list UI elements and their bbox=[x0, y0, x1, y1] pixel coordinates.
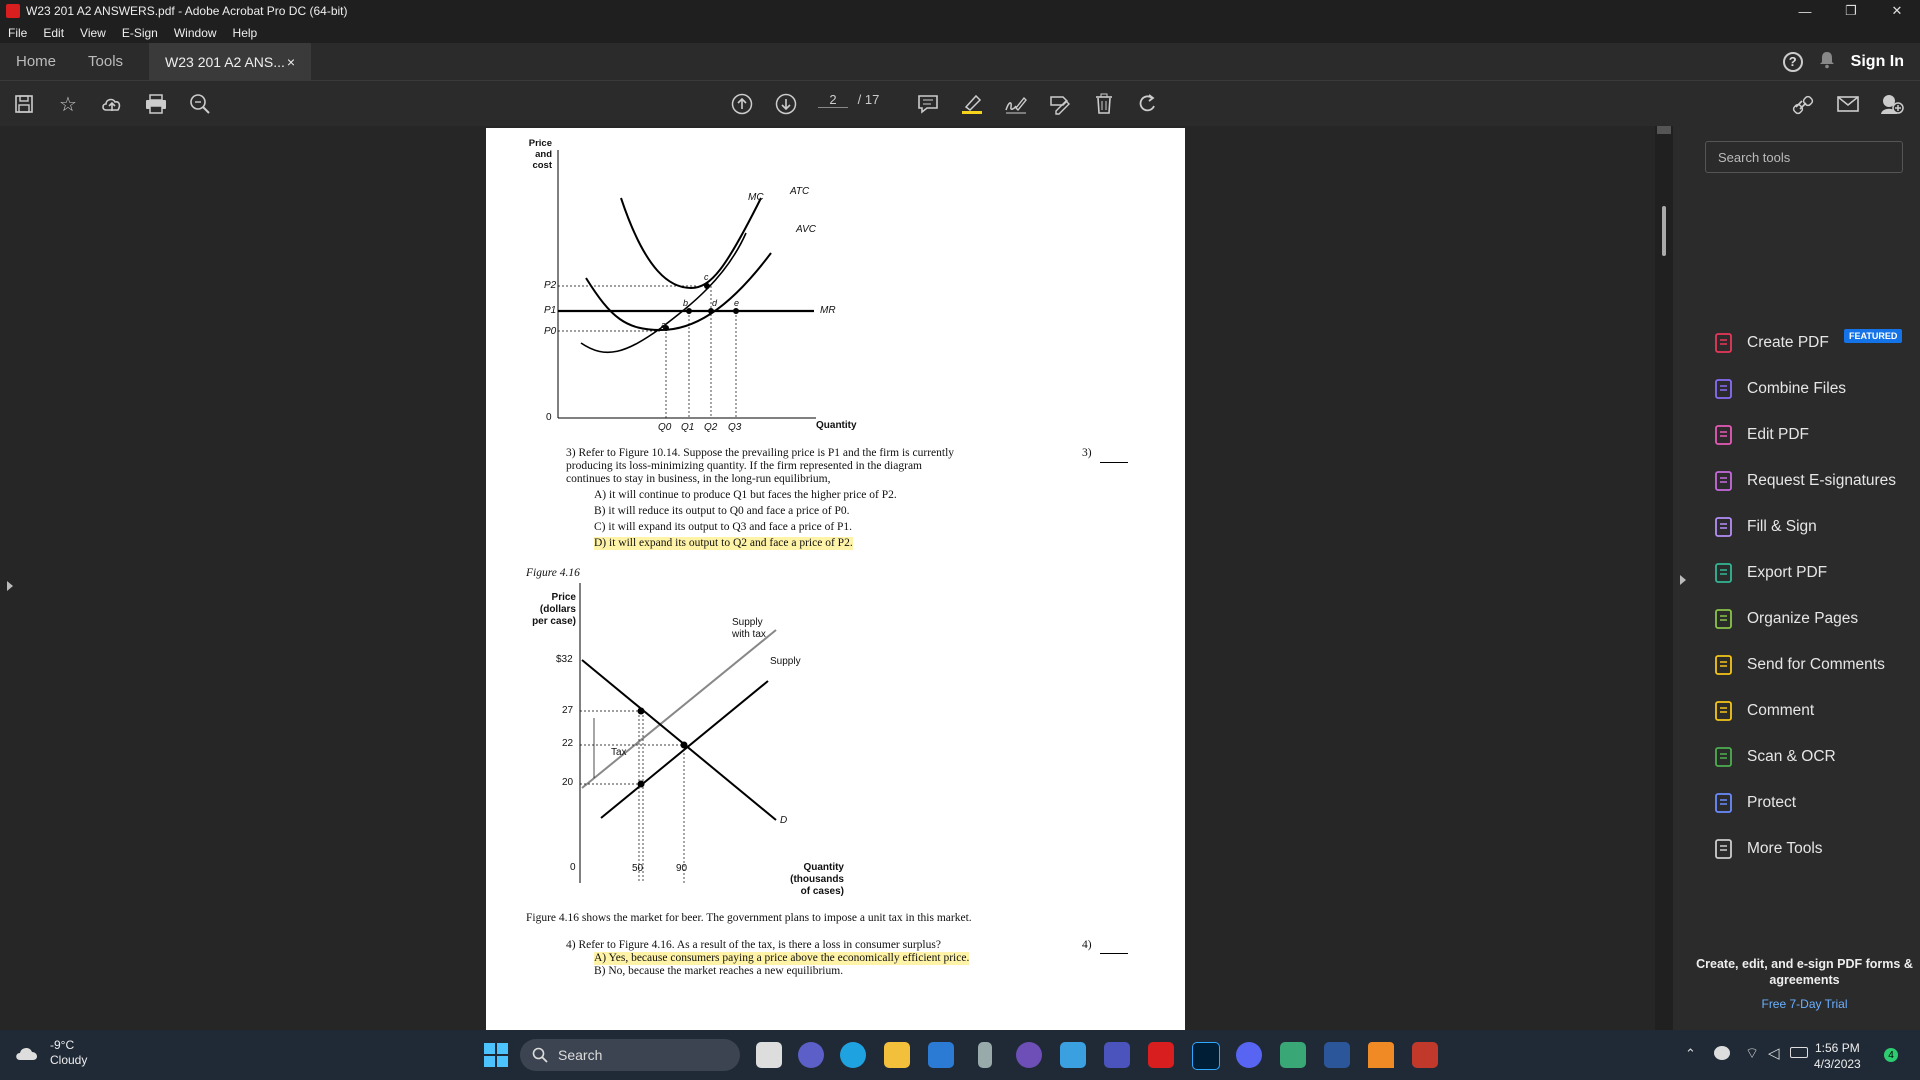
weather-widget[interactable] bbox=[14, 1038, 87, 1068]
clock-time: 1:56 PM bbox=[1815, 1041, 1860, 1055]
tool-export-pdf[interactable] bbox=[1713, 558, 1827, 588]
wifi-icon[interactable]: ⌔ bbox=[1745, 1045, 1760, 1062]
delete-icon[interactable] bbox=[1090, 90, 1118, 118]
vertical-scrollbar[interactable] bbox=[1655, 126, 1673, 1030]
teams-icon[interactable] bbox=[1104, 1042, 1130, 1068]
atc-label: ATC bbox=[790, 186, 810, 197]
organize-pages-icon bbox=[1713, 608, 1735, 630]
menu-file[interactable]: File bbox=[8, 25, 28, 40]
word-icon[interactable] bbox=[1324, 1042, 1350, 1068]
weather-temp: -9°C bbox=[50, 1038, 75, 1052]
figure-4-16-caption: Figure 4.16 bbox=[526, 567, 580, 579]
discord-icon[interactable] bbox=[1236, 1042, 1262, 1068]
edit-pdf-icon bbox=[1713, 424, 1735, 446]
tool-request-e-signatures[interactable] bbox=[1713, 466, 1896, 496]
mail-icon[interactable] bbox=[928, 1042, 954, 1068]
tool-label: More Tools bbox=[1747, 840, 1823, 857]
demand-line bbox=[582, 660, 776, 820]
clock-date: 4/3/2023 bbox=[1814, 1057, 1861, 1071]
task-view-icon[interactable] bbox=[756, 1042, 782, 1068]
fill-sign-icon bbox=[1713, 516, 1735, 538]
email-icon[interactable] bbox=[1834, 90, 1862, 118]
p2-label: P2 bbox=[544, 280, 557, 291]
save-icon[interactable] bbox=[10, 90, 38, 118]
demand-label: D bbox=[780, 815, 788, 826]
taskbar-search[interactable] bbox=[520, 1039, 740, 1071]
point-a: a bbox=[661, 320, 667, 330]
clock[interactable] bbox=[1814, 1040, 1861, 1072]
windows-taskbar bbox=[0, 1030, 1920, 1080]
weather-desc: Cloudy bbox=[50, 1053, 88, 1067]
tool-edit-pdf[interactable] bbox=[1713, 420, 1809, 450]
question-4-number: 4) bbox=[1082, 939, 1092, 951]
acrobat-taskbar-icon[interactable] bbox=[1148, 1042, 1174, 1068]
supply-with-tax-label: Supply with tax bbox=[732, 617, 766, 640]
q3-label: Q3 bbox=[728, 422, 742, 433]
answer-blank-4 bbox=[1100, 953, 1128, 954]
tab-home[interactable]: Home bbox=[16, 53, 57, 70]
tool-label: Organize Pages bbox=[1747, 610, 1859, 627]
question-4-stem: 4) Refer to Figure 4.16. As a result of the tax, is there a loss in consumer surplus? bbox=[566, 939, 941, 951]
page-total: / 17 bbox=[857, 92, 880, 107]
menu-esign[interactable]: E-Sign bbox=[121, 25, 158, 40]
featured-badge: FEATURED bbox=[1844, 329, 1902, 343]
edit-text-icon[interactable] bbox=[1046, 90, 1074, 118]
volume-icon[interactable]: ◁ bbox=[1768, 1045, 1780, 1062]
tax-label: Tax bbox=[611, 747, 627, 758]
close-tab-icon[interactable]: × bbox=[286, 53, 296, 70]
mic-app-icon[interactable] bbox=[978, 1042, 992, 1068]
upload-cloud-icon[interactable] bbox=[98, 90, 126, 118]
taskbar-search-label: Search bbox=[558, 1047, 603, 1063]
tool-protect[interactable] bbox=[1713, 788, 1796, 818]
notepad-icon[interactable] bbox=[1280, 1042, 1306, 1068]
price-32-label: $32 bbox=[556, 654, 573, 665]
previous-page-icon[interactable] bbox=[728, 90, 756, 118]
snip-tool-icon[interactable] bbox=[1060, 1042, 1086, 1068]
windows-start-icon[interactable] bbox=[484, 1043, 508, 1067]
highlight-icon[interactable] bbox=[958, 90, 986, 118]
create-pdf-icon bbox=[1713, 332, 1735, 354]
point-b: b bbox=[683, 298, 689, 308]
point-d: d bbox=[712, 298, 718, 308]
menu-bar bbox=[0, 22, 1920, 43]
tool-label: Send for Comments bbox=[1747, 656, 1885, 673]
file-explorer-icon[interactable] bbox=[884, 1042, 910, 1068]
tool-fill-sign[interactable] bbox=[1713, 512, 1817, 542]
q3-option-c: C) it will expand its output to Q3 and face a price of P1. bbox=[594, 521, 853, 533]
acrobat-app-icon bbox=[6, 4, 20, 18]
scan-ocr-icon bbox=[1713, 746, 1735, 768]
toolbar bbox=[0, 80, 1920, 127]
q1-label: Q1 bbox=[681, 422, 695, 433]
beer-tax-figure bbox=[486, 583, 1185, 883]
combine-files-icon bbox=[1713, 378, 1735, 400]
fig1-yaxis-label: Price and cost bbox=[528, 138, 552, 171]
fig1-origin: 0 bbox=[546, 412, 552, 423]
tool-label: Fill & Sign bbox=[1747, 518, 1817, 535]
pdf-page bbox=[486, 128, 1185, 1032]
tray-chevron-icon[interactable]: ⌃ bbox=[1685, 1046, 1696, 1061]
comment-tool-icon[interactable] bbox=[914, 90, 942, 118]
scrollbar-thumb[interactable] bbox=[1662, 206, 1666, 256]
price-22-label: 22 bbox=[562, 738, 574, 749]
next-page-icon[interactable] bbox=[772, 90, 800, 118]
supply-label: Supply bbox=[770, 656, 801, 667]
tab-document[interactable] bbox=[149, 43, 311, 80]
tool-more-tools[interactable] bbox=[1713, 834, 1823, 864]
right-panel-collapse[interactable] bbox=[1673, 126, 1689, 1030]
more-tools-icon bbox=[1713, 838, 1735, 860]
avc-label: AVC bbox=[796, 224, 817, 235]
menu-window[interactable]: Window bbox=[173, 25, 217, 40]
tool-send-for-comments[interactable] bbox=[1713, 650, 1885, 680]
point-c: c bbox=[704, 272, 709, 282]
tool-label: Comment bbox=[1747, 702, 1815, 719]
mr-label: MR bbox=[820, 305, 836, 316]
atc-curve bbox=[621, 198, 761, 288]
tool-label: Export PDF bbox=[1747, 564, 1828, 581]
point-e: e bbox=[734, 298, 740, 308]
q3-option-b: B) it will reduce its output to Q0 and face a price of P0. bbox=[594, 505, 850, 517]
fig2-origin: 0 bbox=[570, 862, 576, 873]
tray-app-icon[interactable] bbox=[1714, 1046, 1730, 1060]
tools-panel bbox=[1689, 126, 1920, 1030]
document-tab-label: W23 201 A2 ANS... bbox=[165, 53, 285, 70]
tab-bar bbox=[0, 43, 1920, 80]
restore-button[interactable]: ❐ bbox=[1845, 3, 1857, 18]
star-icon[interactable]: ☆ bbox=[59, 93, 77, 116]
signature-icon[interactable] bbox=[1002, 90, 1030, 118]
tool-combine-files[interactable] bbox=[1713, 374, 1846, 404]
search-tools-input[interactable]: Search tools bbox=[1705, 141, 1903, 173]
vlc-icon[interactable] bbox=[1368, 1042, 1394, 1068]
tool-label: Create PDF bbox=[1747, 334, 1829, 351]
figure-intro-text: Figure 4.16 shows the market for beer. The government plans to impose a unit tax in this market. bbox=[526, 912, 972, 924]
x-app-icon[interactable] bbox=[1412, 1042, 1438, 1068]
tool-label: Request E-signatures bbox=[1747, 472, 1897, 489]
export-pdf-icon bbox=[1713, 562, 1735, 584]
tool-create-pdf[interactable] bbox=[1713, 328, 1829, 358]
request-esign-icon bbox=[1713, 470, 1735, 492]
zoom-search-icon[interactable] bbox=[186, 90, 214, 118]
menu-edit[interactable]: Edit bbox=[43, 25, 65, 40]
price-20-label: 20 bbox=[562, 777, 574, 788]
cost-curves-figure bbox=[486, 128, 1185, 428]
promo-text: Create, edit, and e-sign PDF forms & agreements bbox=[1696, 957, 1913, 987]
free-trial-link[interactable]: Free 7-Day Trial bbox=[1761, 997, 1848, 1011]
page-number-input[interactable]: 2 bbox=[818, 92, 848, 108]
answer-blank-3 bbox=[1100, 462, 1128, 463]
protect-icon bbox=[1713, 792, 1735, 814]
comment-icon bbox=[1713, 700, 1735, 722]
account-add-icon[interactable] bbox=[1878, 90, 1906, 118]
q2-label: Q2 bbox=[704, 422, 718, 433]
q0-label: Q0 bbox=[658, 422, 672, 433]
share-link-icon[interactable] bbox=[1790, 90, 1818, 118]
q3-option-d-highlighted: D) it will expand its output to Q2 and face a price of P2. bbox=[594, 537, 853, 549]
battery-icon[interactable] bbox=[1790, 1047, 1808, 1058]
teams-chat-icon[interactable] bbox=[798, 1042, 824, 1068]
qty-50-label: 50 bbox=[632, 863, 644, 874]
qty-90-label: 90 bbox=[676, 863, 688, 874]
send-comments-icon bbox=[1713, 654, 1735, 676]
avc-curve bbox=[586, 253, 771, 330]
qb-app-icon[interactable] bbox=[1016, 1042, 1042, 1068]
supply-with-tax-line bbox=[582, 630, 776, 788]
notification-bell-icon[interactable] bbox=[1819, 51, 1835, 73]
help-icon[interactable]: ? bbox=[1783, 52, 1803, 72]
window-title: W23 201 A2 ANSWERS.pdf - Adobe Acrobat Pro DC (64-bit) bbox=[26, 4, 348, 18]
tool-organize-pages[interactable] bbox=[1713, 604, 1858, 634]
fig2-xaxis-label: Quantity (thousands of cases) bbox=[790, 862, 844, 897]
sign-in-button[interactable]: Sign In bbox=[1850, 52, 1904, 70]
tool-scan-ocr[interactable] bbox=[1713, 742, 1836, 772]
tool-comment[interactable] bbox=[1713, 696, 1814, 726]
fig1-xaxis-label: Quantity bbox=[816, 420, 857, 431]
price-27-label: 27 bbox=[562, 705, 574, 716]
q4-option-b: B) No, because the market reaches a new equilibrium. bbox=[594, 965, 844, 977]
print-icon[interactable] bbox=[142, 90, 170, 118]
edge-icon[interactable] bbox=[840, 1042, 866, 1068]
menu-help[interactable]: Help bbox=[232, 25, 258, 40]
q3-option-a: A) it will continue to produce Q1 but faces the higher price of P2. bbox=[594, 489, 897, 501]
photoshop-icon[interactable] bbox=[1192, 1042, 1220, 1070]
mc-label: MC bbox=[748, 192, 764, 203]
menu-view[interactable]: View bbox=[80, 25, 106, 40]
p1-label: P1 bbox=[544, 305, 557, 316]
tool-label: Combine Files bbox=[1747, 380, 1847, 397]
tab-tools[interactable]: Tools bbox=[88, 53, 124, 70]
minimize-button[interactable]: — bbox=[1798, 3, 1812, 19]
cloud-icon bbox=[14, 1044, 40, 1062]
q4-option-a-highlighted: A) Yes, because consumers paying a price above the economically efficient price. bbox=[594, 952, 970, 964]
left-panel-toggle[interactable] bbox=[0, 126, 16, 1030]
close-window-button[interactable]: ✕ bbox=[1891, 3, 1903, 18]
notification-badge[interactable]: 4 bbox=[1884, 1048, 1898, 1062]
tool-label: Protect bbox=[1747, 794, 1797, 811]
scroll-up-button[interactable] bbox=[1657, 126, 1671, 134]
tool-label: Scan & OCR bbox=[1747, 748, 1836, 765]
tool-label: Edit PDF bbox=[1747, 426, 1810, 443]
question-3-stem: 3) Refer to Figure 10.14. Suppose the prevailing price is P1 and the firm is currently producing its loss-minimizing quantity. If the firm represented in the diagram continues to stay in business, in the long-run equilibrium, bbox=[566, 447, 955, 485]
p0-label: P0 bbox=[544, 326, 557, 337]
fig2-yaxis-label: Price (dollars per case) bbox=[532, 592, 576, 627]
title-bar bbox=[0, 0, 1920, 22]
search-icon bbox=[532, 1047, 548, 1063]
mc-curve bbox=[581, 233, 746, 352]
rotate-icon[interactable] bbox=[1134, 90, 1162, 118]
question-3-number: 3) bbox=[1082, 447, 1092, 459]
page-navigator bbox=[818, 92, 879, 108]
